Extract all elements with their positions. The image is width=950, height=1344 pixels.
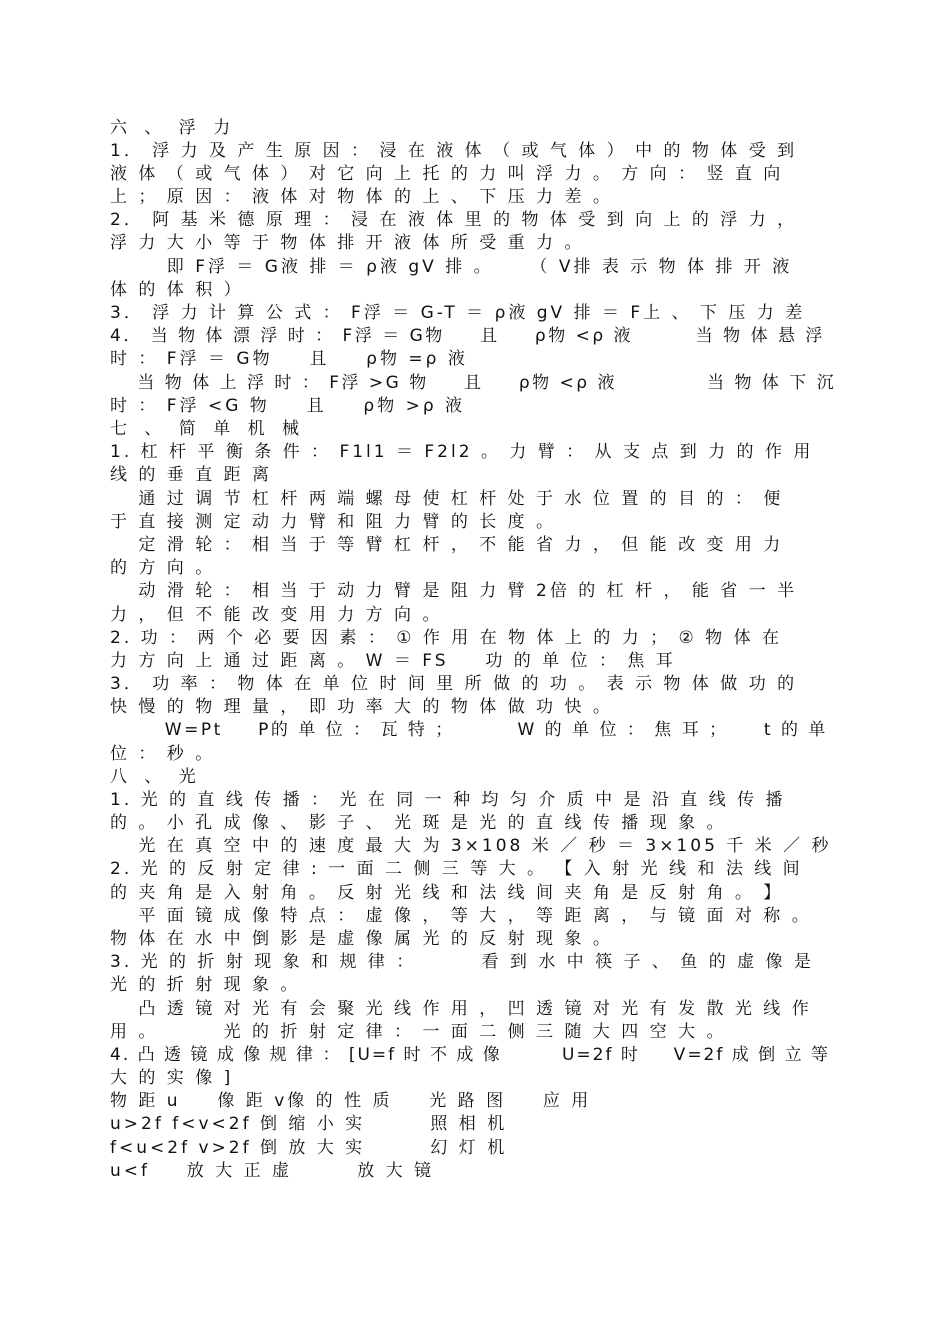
- table-row-line: u>2f f<v<2f 倒 缩 小 实 照 相 机: [110, 1114, 508, 1134]
- text-line: 于 直 接 测 定 动 力 臂 和 阻 力 臂 的 长 度 。: [110, 512, 557, 532]
- section-heading: 八 、 光: [110, 767, 202, 787]
- text-line: 位 ： 秒 。: [110, 744, 216, 764]
- text-line: 的 方 向 。: [110, 558, 216, 578]
- text-line: 的 夹 角 是 入 射 角 。 反 射 光 线 和 法 线 间 夹 角 是 反 射 角 。 】: [110, 883, 784, 903]
- text-line: 通 过 调 节 杠 杆 两 端 螺 母 使 杠 杆 处 于 水 位 置 的 目 的 ： 便: [110, 489, 784, 509]
- text-line: 线 的 垂 直 距 离: [110, 465, 273, 485]
- text-line: 时 ： F浮 ＝ G物 且 ρ物 =ρ 液: [110, 349, 468, 369]
- text-line: 2. 光 的 反 射 定 律 : 一 面 二 侧 三 等 大 。 【 入 射 光 线 和 法 线 间: [110, 859, 803, 879]
- text-line: 大 的 实 像 ]: [110, 1068, 234, 1088]
- table-row-line: u<f 放 大 正 虚 放 大 镜: [110, 1161, 435, 1181]
- text-line: 1. 光 的 直 线 传 播 ： 光 在 同 一 种 均 匀 介 质 中 是 沿 直 线 传 播: [110, 790, 786, 810]
- text-line: 2. 功 ： 两 个 必 要 因 素 ： ① 作 用 在 物 体 上 的 力 ； ② 物 体 在: [110, 628, 782, 648]
- text-line: 的 。 小 孔 成 像 、 影 子 、 光 斑 是 光 的 直 线 传 播 现 象 。: [110, 813, 727, 833]
- section-heading: 六 、 浮 力: [110, 118, 237, 138]
- text-line: 即 F浮 ＝ G液 排 ＝ ρ液 gV 排 。 （ V排 表 示 物 体 排 开 液: [110, 257, 793, 277]
- text-line: 1. 杠 杆 平 衡 条 件 ： F1l1 ＝ F2l2 。 力 臂 ： 从 支 点 到 力 的 作 用: [110, 442, 814, 462]
- text-line: 光 在 真 空 中 的 速 度 最 大 为 3×108 米 ／ 秒 ＝ 3×105 千 米 ／ 秒: [110, 836, 832, 856]
- text-line: 当 物 体 上 浮 时 ： F浮 >G 物 且 ρ物 <ρ 液 当 物 体 下 沉: [110, 373, 837, 393]
- text-line: 4． 当 物 体 漂 浮 时 ： F浮 ＝ G物 且 ρ物 <ρ 液 当 物 体 悬 浮: [110, 326, 825, 346]
- text-line: 3． 功 率 ： 物 体 在 单 位 时 间 里 所 做 的 功 。 表 示 物 体 做 功 的: [110, 674, 798, 694]
- text-line: 4. 凸 透 镜 成 像 规 律 ： [U=f 时 不 成 像 U=2f 时 V=2f 成 倒 立 等: [110, 1045, 830, 1065]
- text-line: 动 滑 轮 ： 相 当 于 动 力 臂 是 阻 力 臂 2倍 的 杠 杆 ， 能 省 一 半: [110, 581, 798, 601]
- table-header-line: 物 距 u 像 距 v像 的 性 质 光 路 图 应 用: [110, 1091, 592, 1111]
- text-line: 上 ； 原 因 ： 液 体 对 物 体 的 上 、 下 压 力 差 。: [110, 187, 613, 207]
- text-line: 体 的 体 积 ）: [110, 280, 244, 300]
- text-line: 定 滑 轮 ： 相 当 于 等 臂 杠 杆 ， 不 能 省 力 ， 但 能 改 变 用 力: [110, 535, 784, 555]
- text-line: 用 。 光 的 折 射 定 律 ： 一 面 二 侧 三 随 大 四 空 大 。: [110, 1022, 727, 1042]
- text-line: 快 慢 的 物 理 量 ， 即 功 率 大 的 物 体 做 功 快 。: [110, 697, 613, 717]
- text-line: 力 方 向 上 通 过 距 离 。 W ＝ FS 功 的 单 位 ： 焦 耳: [110, 651, 676, 671]
- text-line: 物 体 在 水 中 倒 影 是 虚 像 属 光 的 反 射 现 象 。: [110, 929, 613, 949]
- text-line: 3. 光 的 折 射 现 象 和 规 律 ： 看 到 水 中 筷 子 、 鱼 的 虚 像 是: [110, 952, 814, 972]
- table-row-line: f<u<2f v>2f 倒 放 大 实 幻 灯 机: [110, 1138, 508, 1158]
- text-line: 2． 阿 基 米 德 原 理 ： 浸 在 液 体 里 的 物 体 受 到 向 上 的 浮 力 ，: [110, 210, 798, 230]
- text-line: 时 ： F浮 <G 物 且 ρ物 >ρ 液: [110, 396, 466, 416]
- text-line: 3． 浮 力 计 算 公 式 ： F浮 ＝ G-T ＝ ρ液 gV 排 ＝ F上 、 下 压 力 差: [110, 303, 806, 323]
- text-line: 凸 透 镜 对 光 有 会 聚 光 线 作 用 ， 凹 透 镜 对 光 有 发 散 光 线 作: [110, 999, 812, 1019]
- text-line: W=Pt P的 单 位 ： 瓦 特 ； W 的 单 位 ： 焦 耳 ； t 的 单: [110, 720, 828, 740]
- text-line: 平 面 镜 成 像 特 点 ： 虚 像 ， 等 大 ， 等 距 离 ， 与 镜 面 对 称 。: [110, 906, 812, 926]
- text-line: 光 的 折 射 现 象 。: [110, 975, 301, 995]
- section-heading: 七 、 简 单 机 械: [110, 419, 306, 439]
- text-line: 浮 力 大 小 等 于 物 体 排 开 液 体 所 受 重 力 。: [110, 233, 585, 253]
- text-line: 力 ， 但 不 能 改 变 用 力 方 向 。: [110, 605, 443, 625]
- text-line: 液 体 （ 或 气 体 ） 对 它 向 上 托 的 力 叫 浮 力 。 方 向 ： 竖 直 向: [110, 164, 784, 184]
- text-line: 1． 浮 力 及 产 生 原 因 ： 浸 在 液 体 （ 或 气 体 ） 中 的 物 体 受 到: [110, 141, 798, 161]
